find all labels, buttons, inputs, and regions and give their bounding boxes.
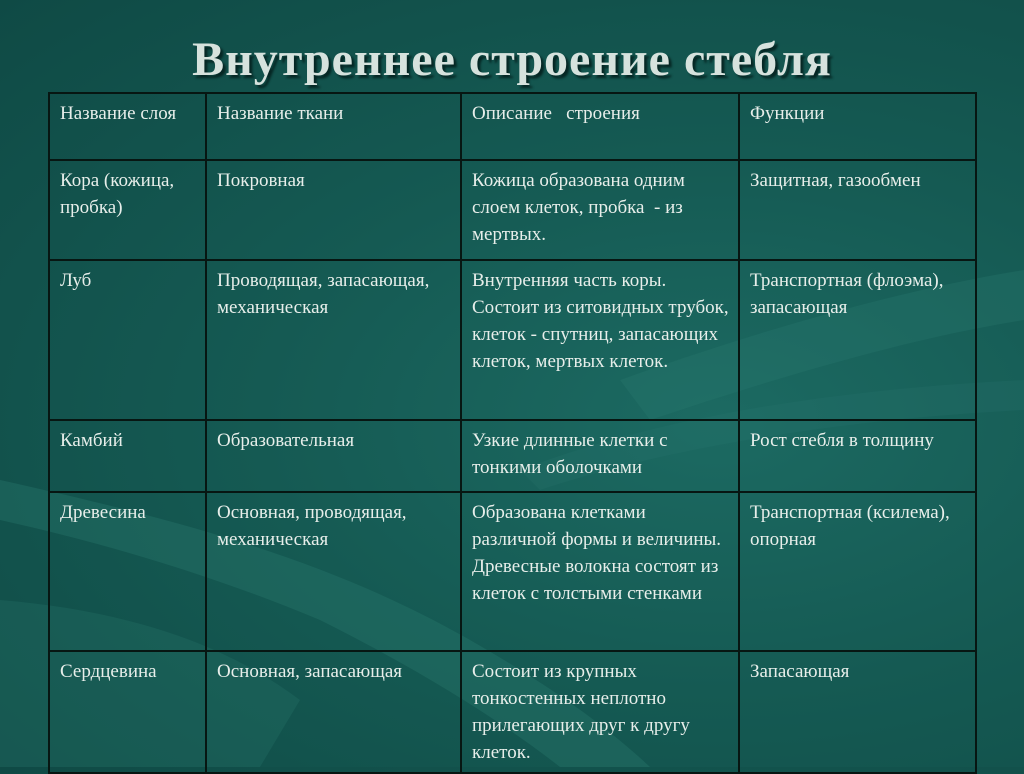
- slide-title: Внутреннее строение стебля: [192, 33, 832, 86]
- table-cell: Основная, проводящая, механическая: [206, 492, 461, 651]
- table-row: [49, 651, 976, 773]
- table-cell: Внутренняя часть коры. Состоит из ситовидных трубок, клеток - спутниц, запасающих клеток, мертвых клеток.: [461, 260, 739, 420]
- table-cell: Узкие длинные клетки с тонкими оболочками: [461, 420, 739, 492]
- table-cell: Покровная: [206, 160, 461, 260]
- table-row: [49, 260, 976, 420]
- table-cell: Запасающая: [739, 651, 976, 773]
- table-header-row: [49, 93, 976, 160]
- table-cell: Кожица образована одним слоем клеток, пробка - из мертвых.: [461, 160, 739, 260]
- table-cell: Кора (кожица, пробка): [49, 160, 206, 260]
- table-cell: Камбий: [49, 420, 206, 492]
- header-cell-functions: Функции: [739, 93, 976, 160]
- table-cell: Луб: [49, 260, 206, 420]
- header-cell-tissue-name: Название ткани: [206, 93, 461, 160]
- table-cell: Рост стебля в толщину: [739, 420, 976, 492]
- table-row: [49, 160, 976, 260]
- stem-structure-table: [48, 92, 977, 774]
- table-cell: Древесина: [49, 492, 206, 651]
- table-cell: Транспортная (ксилема), опорная: [739, 492, 976, 651]
- table-cell: Защитная, газообмен: [739, 160, 976, 260]
- table-cell: Проводящая, запасающая, механическая: [206, 260, 461, 420]
- table-cell: Образована клетками различной формы и величины. Древесные волокна состоят из клеток с толстыми стенками: [461, 492, 739, 651]
- table-row: [49, 420, 976, 492]
- header-cell-structure-description: Описание строения: [461, 93, 739, 160]
- table-cell: Сердцевина: [49, 651, 206, 773]
- table-cell: Состоит из крупных тонкостенных неплотно прилегающих друг к другу клеток.: [461, 651, 739, 773]
- header-cell-layer-name: Название слоя: [49, 93, 206, 160]
- table-cell: Основная, запасающая: [206, 651, 461, 773]
- table-cell: Образовательная: [206, 420, 461, 492]
- table-cell: Транспортная (флоэма), запасающая: [739, 260, 976, 420]
- table-row: [49, 492, 976, 651]
